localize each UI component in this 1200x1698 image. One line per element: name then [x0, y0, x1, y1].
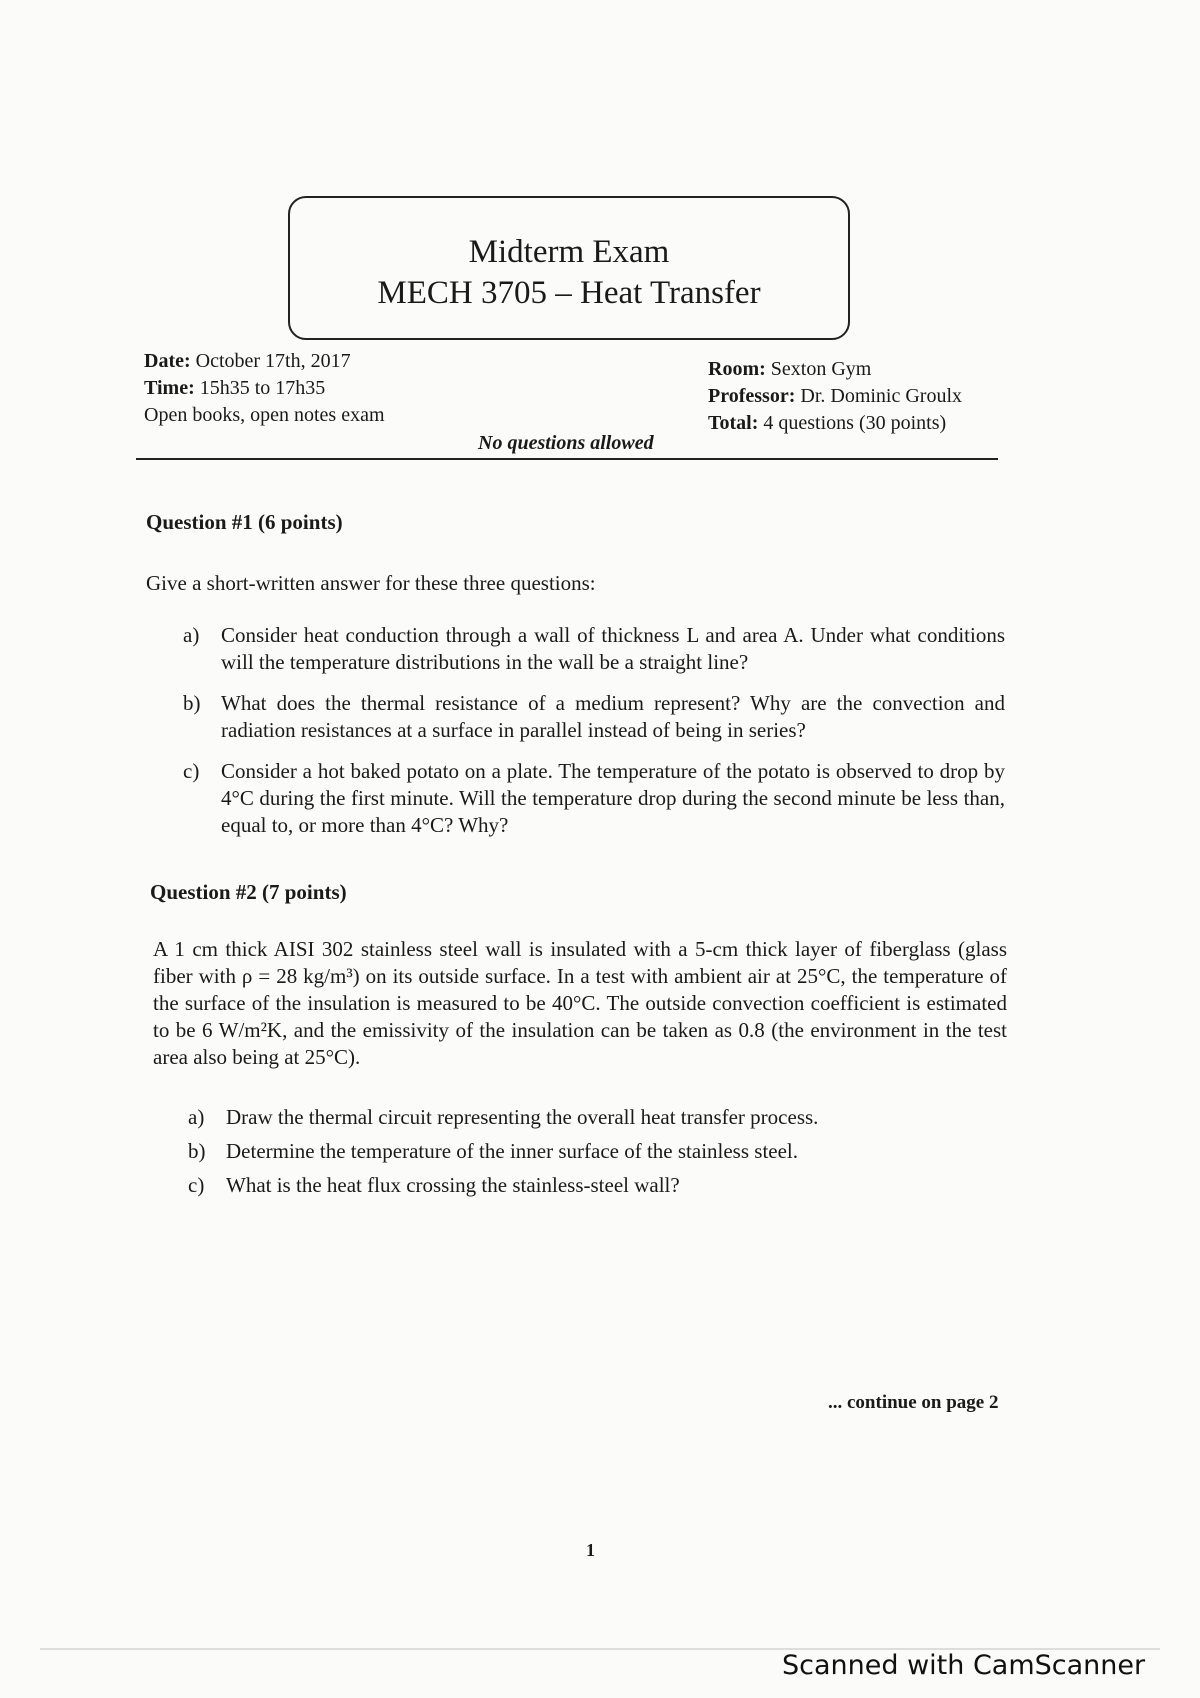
question1-intro: Give a short-written answer for these three questions: [146, 571, 596, 595]
question2-item-a [188, 1104, 1008, 1131]
page-number: 1 [586, 1540, 595, 1560]
exam-note: Open books, open notes exam [144, 404, 385, 426]
item-text: Consider a hot baked potato on a plate. The temperature of the potato is observed to drop by 4°C during the first minute. Will the temperature drop during the second minute be less than, equal to, or more than 4°C? Why? [221, 759, 1005, 837]
total-value: 4 questions (30 points) [763, 412, 947, 434]
item-label: b) [188, 1139, 206, 1163]
room-value: Sexton Gym [770, 358, 872, 380]
time-value: 15h35 to 17h35 [199, 377, 326, 399]
exam-meta-right [708, 356, 962, 437]
no-questions-note: No questions allowed [478, 432, 654, 454]
item-label: c) [183, 759, 200, 783]
camscanner-watermark: Scanned with CamScanner [782, 1650, 1146, 1681]
course-title: MECH 3705 – Heat Transfer [377, 275, 761, 311]
exam-title: Midterm Exam [468, 234, 670, 270]
item-text: Determine the temperature of the inner surface of the stainless steel. [226, 1139, 799, 1163]
question1-item-a [183, 622, 1005, 676]
header-divider [136, 458, 998, 460]
question2-heading: Question #2 (7 points) [150, 880, 347, 904]
item-label: c) [188, 1173, 205, 1197]
item-label: a) [188, 1105, 205, 1129]
question1-item-b [183, 690, 1005, 744]
title-box [288, 196, 850, 340]
professor-value: Dr. Dominic Groulx [800, 385, 963, 407]
date-label: Date: [144, 350, 191, 372]
question2-item-b [188, 1138, 1008, 1165]
date-value: October 17th, 2017 [195, 350, 351, 372]
item-label: a) [183, 623, 200, 647]
item-text: What does the thermal resistance of a medium represent? Why are the convection and radiation resistances at a surface in parallel instead of being in series? [221, 691, 1005, 742]
time-label: Time: [144, 377, 195, 399]
item-text: What is the heat flux crossing the stainless-steel wall? [226, 1173, 680, 1197]
total-label: Total: [708, 412, 759, 434]
question2-intro: A 1 cm thick AISI 302 stainless steel wall is insulated with a 5-cm thick layer of fiberglass (glass fiber with ρ = 28 kg/m³) on its outside surface. In a test with ambient air at 25°C, the temperature of the surface of the insulation is measured to be 40°C. The outside convection coefficient is estimated to be 6 W/m²K, and the emissivity of the insulation can be taken as 0.8 (the environment in the test area also being at 25°C). [153, 937, 1007, 1069]
item-text: Consider heat conduction through a wall of thickness L and area A. Under what conditions will the temperature distributions in the wall be a straight line? [221, 623, 1005, 674]
question1-heading: Question #1 (6 points) [146, 510, 343, 534]
room-label: Room: [708, 358, 766, 380]
continue-note: ... continue on page 2 [828, 1392, 999, 1413]
item-label: b) [183, 691, 201, 715]
exam-meta-left [144, 348, 385, 429]
item-text: Draw the thermal circuit representing the overall heat transfer process. [226, 1105, 819, 1129]
professor-label: Professor: [708, 385, 796, 407]
question2-item-c [188, 1172, 1008, 1199]
question1-item-c [183, 758, 1005, 839]
